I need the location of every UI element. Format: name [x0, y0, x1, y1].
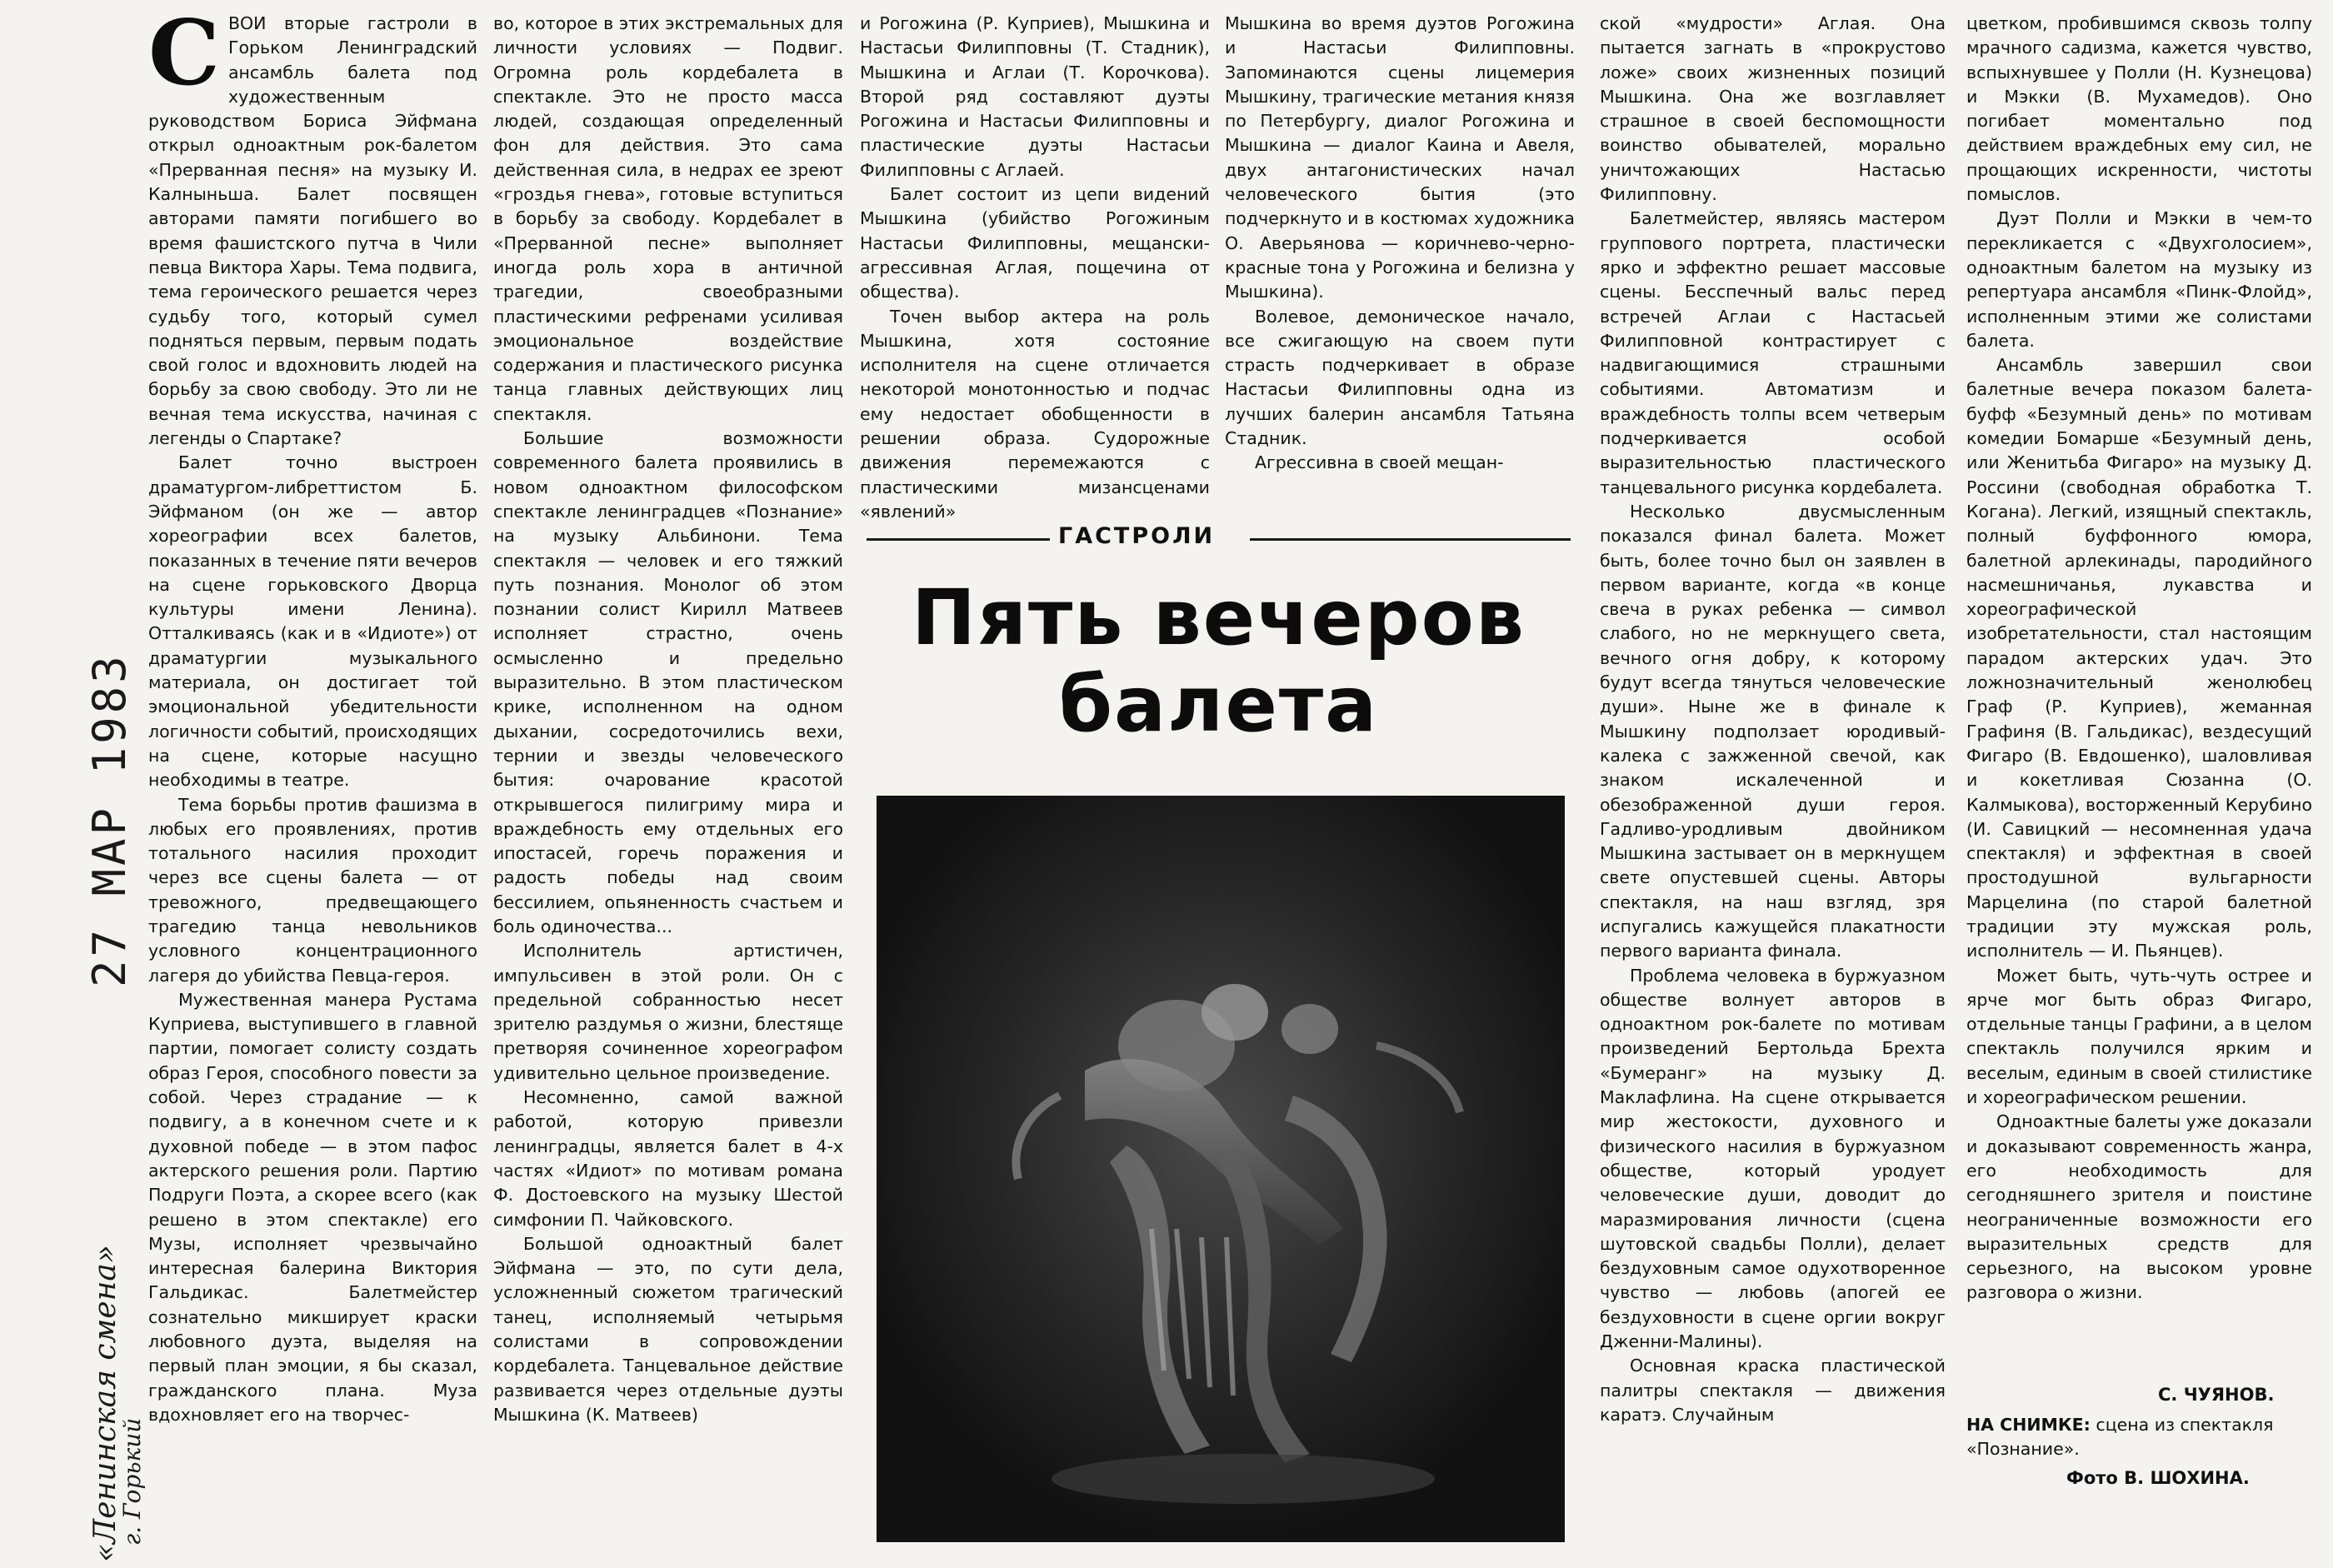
newspaper-name: «Ленинская смена»: [88, 1245, 122, 1562]
caption-text: сцена из спектакля «Познание».: [1966, 1415, 2274, 1459]
paragraph: Большие возможности современного балета проявились в новом одноактном философском спектакле ленинградцев «Познание» на музыку Альбинони. Тема спектакля — человек и его тяжкий путь познания. Монолог об этом познании солист Кирилл Матвеев исполняет страстно, очень осмысленно и предельно выразительно. В этом пластическом крике, исполненном на одном дыхании, сосредоточились вехи, тернии и звезды человеческого бытия: очарование красотой открывшегося пилигриму мира и враждебность ему отдельных его ипостасей, горечь поражения и радость победы над своим бессилием, опьяненность счастьем и боль одиночества...: [493, 428, 843, 936]
paragraph: Может быть, чуть-чуть острее и ярче мог быть образ Фигаро, отдельные танцы Графини, а в целом спектакль получился ярким и веселым, единым в своей стилистике и хореографическом решении.: [1966, 965, 2312, 1108]
drop-cap: С: [148, 1, 220, 106]
article-column-5: [1600, 12, 1946, 1553]
article-column-3: [860, 12, 1210, 537]
rubric-rule-left: [867, 538, 1050, 541]
paragraph: Тема борьбы против фашизма в любых его проявлениях, против тотального насилия проходит через все сцены балета — от тревожного, предвещающего трагедию танца невольников условного концентрационного лагеря до убийства Певца-героя.: [148, 794, 477, 986]
paragraph: ской «мудрости» Аглая. Она пытается загнать в «прокрустово ложе» своих жизненных позиций Мышкина. Она же возглавляет страшное в своей беспомощности воинство обывателей, морально уничтожающих Настасью Филипповну.: [1600, 13, 1946, 205]
article-column-1: [148, 1, 477, 1425]
paragraph: Ансамбль завершил свои балетные вечера показом балета-буфф «Безумный день» по мотивам комедии Бомарше «Безумный день, или Женитьба Фигаро» на музыку Д. Россини (свободная обработка Т. Когана). Легкий, изящный спектакль, полный буффонного юмора, балетной арлекинады, пародийного насмешничанья, лукавства и хореографической изобретательности, стал настоящим парадом актерских удач. Это ложнозначительный женолюбец Граф (Р. Куприев), жеманная Графиня (В. Гальдикас), вездесущий Фигаро (В. Евдошенко), шаловливая и кокетливая Сюзанна (О. Калмыкова), восторженный Керубино (И. Савицкий — несомненная удача спектакля) и эффектная в своей простодушной вульгарности Марцелина (по старой балетной традиции эту мужская роль, исполнитель — И. Пьянцев).: [1966, 355, 2312, 961]
paragraph: и Рогожина (Р. Куприев), Мышкина и Настасьи Филипповны (Т. Стадник), Мышкина и Аглаи (Т. Корочкова). Второй ряд составляют дуэты Рогожина и Настасьи Филипповны и пластические дуэты Настасьи Филипповны с Аглаей.: [860, 13, 1210, 180]
photo-caption: [1966, 1413, 2312, 1461]
paragraph: Одноактные балеты уже доказали и доказывают современность жанра, его необходимость для сегодняшнего зрителя и поистине неограниченные возможности его выразительных средств для серьезного, на высоком уровне разговора о жизни.: [1966, 1111, 2312, 1303]
caption-label: НА СНИМКЕ:: [1966, 1415, 2091, 1435]
paragraph: Мужественная манера Рустама Куприева, выступившего в главной партии, помогает солисту создать образ Героя, способного повести за собой. Через страдание — к подвигу, а в конечном счете и к духовной победе — в этом пафос актерского решения роли. Партию Подруги Поэта, а скорее всего (как решено в этом спектакле) его Музы, исполняет чрезвычайно интересная балерина Виктория Гальдикас. Балетмейстер сознательно микширует краски любовного дуэта, выделяя на первый план эмоции, я бы сказал, гражданского плана. Муза вдохновляет его на творчес-: [148, 989, 477, 1425]
paragraph: Несомненно, самой важной работой, которую привезли ленинградцы, является балет в 4-х частях «Идиот» по мотивам романа Ф. Достоевского на музыку Шестой симфонии П. Чайковского.: [493, 1087, 843, 1230]
author-signature: С. ЧУЯНОВ.: [2158, 1385, 2275, 1405]
headline-line-2: балета: [1058, 660, 1379, 749]
paragraph: Исполнитель артистичен, импульсивен в этой роли. Он с предельной собранностью несет зрителю раздумья о жизни, блестяще претворяя сочиненное хореографом удивительно цельное произведение.: [493, 941, 843, 1083]
paragraph: Несколько двусмысленным показался финал балета. Может быть, более точно был он заявлен в первом варианте, когда «в конце свеча в руках ребенка — символ слабого, но не меркнущего света, вечного огня добру, к которому будут всегда тянуться человеческие души». Ныне же в финале к Мышкину подползает юродивый-калека с зажженной свечой, как знаком искалеченной и обезображенной души героя. Гадливо-уродливым двойником Мышкина застывает он в меркнущем свете опустевшей сцены. Авторы спектакля, на наш взгляд, зря испугались кажущейся плакатности первого варианта финала.: [1600, 501, 1946, 961]
article-column-6: [1966, 12, 2312, 1374]
city-name: г. Горький: [118, 1417, 146, 1546]
paragraph: Проблема человека в буржуазном обществе волнует авторов в одноактном рок-балете по мотивам произведений Бертольда Брехта «Бумеранг» на музыку Д. Маклафлина. На сцене открывается мир жестокости, духовного и физического насилия в буржуазном обществе, который уродует человеческие души, доводит до маразмирования личности (сцена шутовской свадьбы Полли), делает бездуховным самое одухотворенное чувство — любовь (апогей ее бездуховности в сцене оргии вокруг Дженни-Малины).: [1600, 965, 1946, 1352]
headline-line-1: Пять вечеров: [911, 573, 1526, 662]
paragraph: Точен выбор актера на роль Мышкина, хотя состояние исполнителя на сцене отличается некоторой монотонностью и подчас ему недостает обобщенности в решении образа. Судорожные движения перемежаются с пластическими мизансценами «явлений»: [860, 306, 1210, 522]
paragraph: Балетмейстер, являясь мастером группового портрета, пластически ярко и эффектно решает массовые сцены. Бесспечный вальс перед встречей Аглаи с Настасьей Филипповной контрастирует с надвигающимися страшными событиями. Автоматизм и враждебность толпы всем четверым подчеркивается особой выразительностью пластического танцевального рисунка кордебалета.: [1600, 208, 1946, 497]
paragraph: цветком, пробившимся сквозь толпу мрачного садизма, кажется чувство, вспыхнувшее у Полли (Н. Кузнецова) и Мэкки (В. Мухамедов). Оно погибает моментально под действием враждебных ему сил, не прощающих искренности, чистоты помыслов.: [1966, 13, 2312, 205]
paragraph: Балет состоит из цепи видений Мышкина (убийство Рогожиным Настасьи Филипповны, мещански-агрессивная Аглая, пощечина от общества).: [860, 184, 1210, 302]
article-column-2: [493, 12, 843, 1425]
ballet-photo: [877, 796, 1565, 1542]
paragraph: Основная краска пластической палитры спектакля — движения каратэ. Случайным: [1600, 1356, 1946, 1425]
article-column-4: [1225, 12, 1575, 537]
date-stamp: 27 МАР 1983: [83, 652, 136, 987]
paragraph: во, которое в этих экстремальных для личности условиях — Подвиг. Огромна роль кордебалета в спектакле. Это не просто масса людей, создающая определенный фон для действия. Это сама действенная сила, в недрах ее зреют «гроздья гнева», готовые вступиться в борьбу за свободу. Кордебалет в «Прерванной песне» выполняет иногда роль хора в античной трагедии, своеобразными пластическими рефренами усиливая эмоциональное воздействие содержания и пластического рисунка танца главных действующих лиц спектакля.: [493, 13, 843, 424]
paragraph: Агрессивна в своей мещан-: [1255, 452, 1504, 473]
rubric-rule-right: [1250, 538, 1571, 541]
ballet-photo-image: [877, 796, 1565, 1542]
rubric-label: ГАСТРОЛИ: [1058, 523, 1216, 549]
headline: [867, 575, 1571, 748]
paragraph: Балет точно выстроен драматургом-либреттистом Б. Эйфманом (он же — автор хореографии всех балетов, показанных в течение пяти вечеров на сцене горьковского Дворца культуры имени Ленина). Отталкиваясь (как и в «Идиоте») от драматургии музыкального материала, он достигает той эмоциональной убедительности логичности событий, происходящих на сцене, которые насущно необходимы в театре.: [148, 452, 477, 791]
paragraph: Дуэт Полли и Мэкки в чем-то перекликается с «Двухголосием», одноактным балетом на музыку из репертуара ансамбля «Пинк-Флойд», исполненным этими же солистами балета.: [1966, 208, 2312, 351]
paragraph: Большой одноактный балет Эйфмана — это, по сути дела, усложненный сюжетом трагический танец, исполняемый четырьмя солистами в сопровождении кордебалета. Танцевальное действие развивается через отдельные дуэты Мышкина (К. Матвеев): [493, 1233, 843, 1425]
photo-credit: Фото В. ШОХИНА.: [2066, 1468, 2250, 1488]
paragraph: Волевое, демоническое начало, все сжигающую на своем пути страсть подчеркивает в образе Настасьи Филипповны одна из лучших балерин ансамбля Татьяна Стадник.: [1225, 306, 1575, 449]
paragraph: Мышкина во время дуэтов Рогожина и Настасьи Филипповны. Запоминаются сцены лицемерия Мышкину, трагические метания князя по Петербургу, диалог Рогожина и Мышкина — диалог Каина и Авеля, двух антагонистических начал человеческого бытия (это подчеркнуто и в костюмах художника О. Аверьянова — коричнево-черно-красные тона у Рогожина и белизна у Мышкина).: [1225, 13, 1575, 302]
paragraph: ВОИ вторые гастроли в Горьком Ленинградский ансамбль балета под художественным руководством Бориса Эйфмана открыл одноактным рок-балетом «Прерванная песня» на музыку И. Калныньша. Балет посвящен авторами памяти погибшего во время фашистского путча в Чили певца Виктора Хары. Тема подвига, тема героического решается через судьбу того, который сумел подняться первым, первым подать свой голос и вдохновить людей на борьбу за свою свободу. Это ли не вечная тема искусства, начиная с легенды о Спартаке?: [148, 13, 477, 449]
